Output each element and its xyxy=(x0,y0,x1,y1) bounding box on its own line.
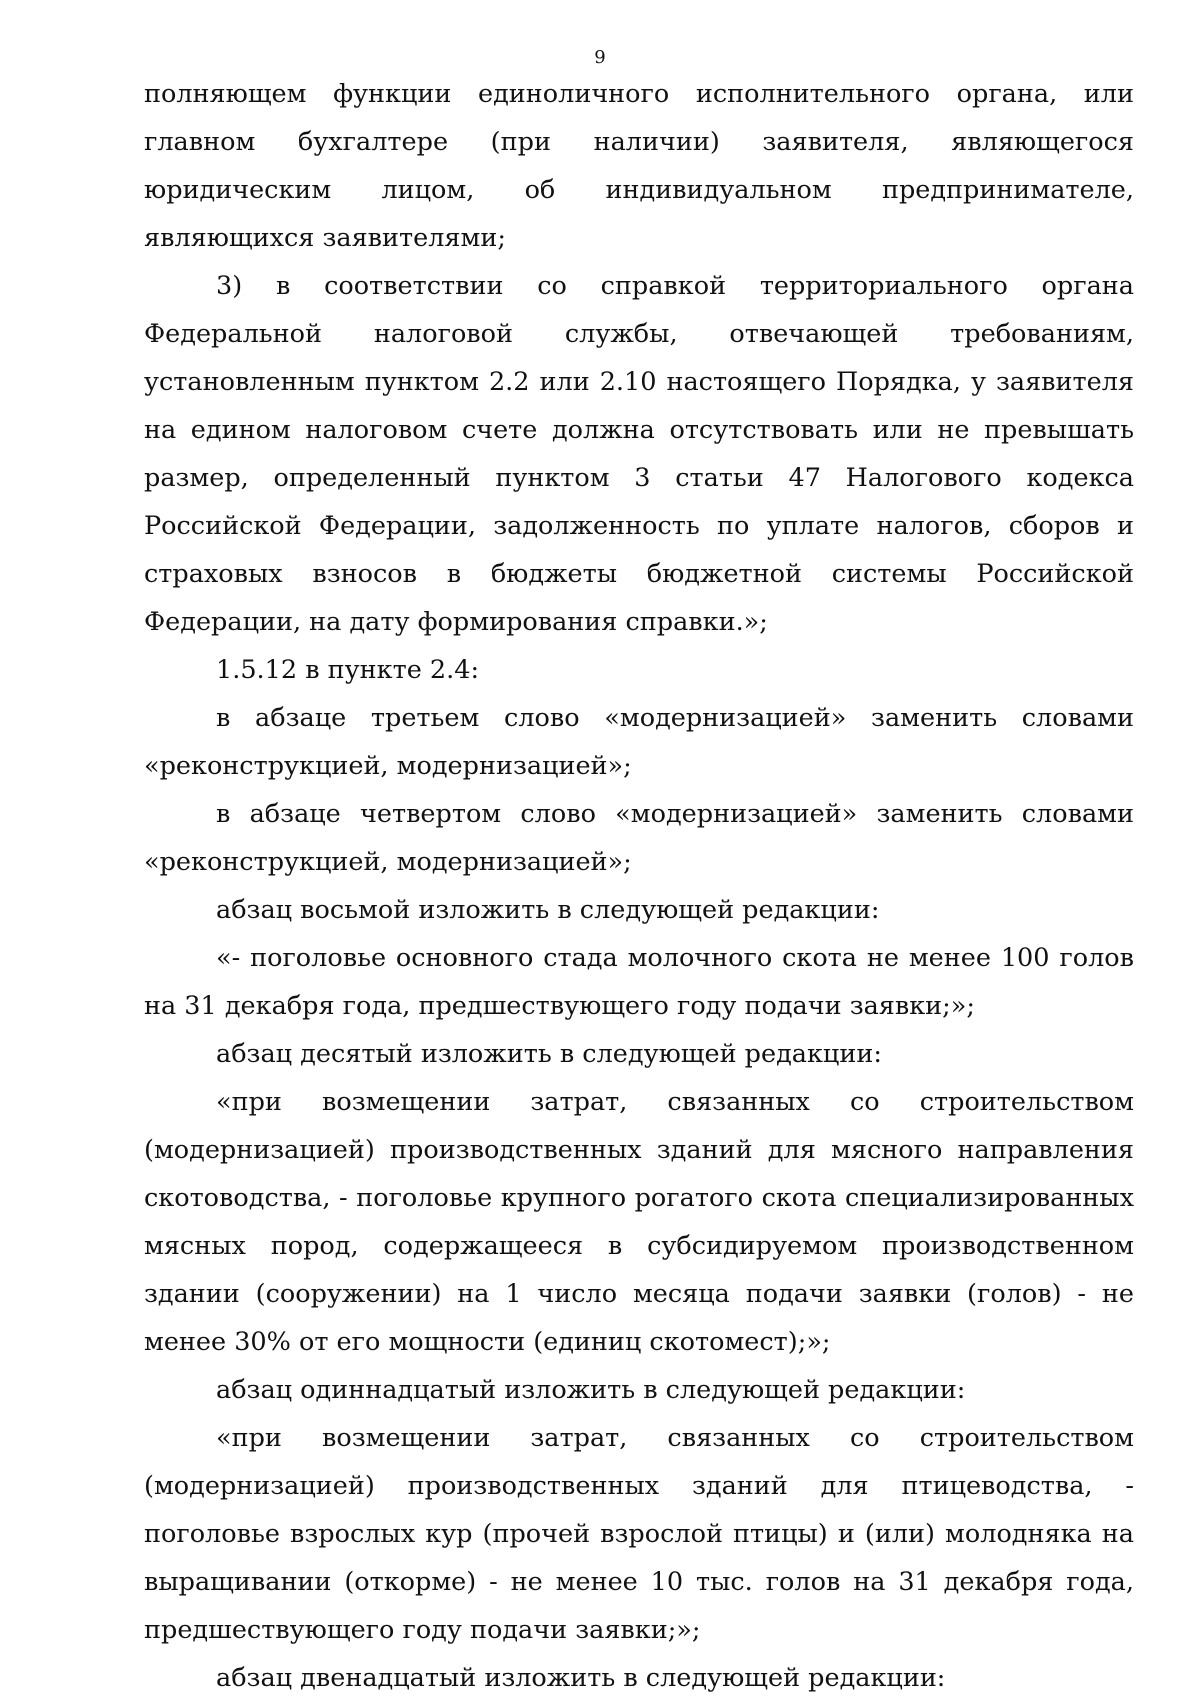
paragraph-abzac-11-text: «при возмещении затрат, связанных со строительством (модернизацией) производственных зданий для птицеводства, - поголовье взрослых кур (прочей взрослой птицы) и (или) молодняка на выращивании (откорме) - не менее 10 тыс. голов на 31 декабря года, предшествующего году подачи заявки;»; xyxy=(144,1423,1134,1645)
document-body xyxy=(144,70,1134,1702)
paragraph-item-3: 3) в соответствии со справкой территориального органа Федеральной налоговой службы, отвечающей требованиям, установленным пунктом 2.2 или 2.10 настоящего Порядка, у заявителя на едином налоговом счете должна отсутствовать или не превышать размер, определенный пунктом 3 статьи 47 Налогового кодекса Российской Федерации, задолженность по уплате налогов, сборов и страховых взносов в бюджеты бюджетной системы Российской Федерации, на дату формирования справки.»; xyxy=(144,271,1134,637)
paragraph-clause-1-5-12: 1.5.12 в пункте 2.4: xyxy=(216,655,480,685)
paragraph-abzac-8-text: «- поголовье основного стада молочного скота не менее 100 голов на 31 декабря года, предшествующего году подачи заявки;»; xyxy=(144,943,1134,1021)
paragraph-amend-abzac-4: в абзаце четвертом слово «модернизацией» заменить словами «реконструкцией, модернизацией»; xyxy=(144,799,1134,877)
paragraph-amend-abzac-3: в абзаце третьем слово «модернизацией» заменить словами «реконструкцией, модернизацией»; xyxy=(144,703,1134,781)
paragraph-abzac-12-header: абзац двенадцатый изложить в следующей редакции: xyxy=(216,1663,946,1693)
paragraph-abzac-11-header: абзац одиннадцатый изложить в следующей редакции: xyxy=(216,1375,966,1405)
paragraph-continuation: полняющем функции единоличного исполнительного органа, или главном бухгалтере (при наличии) заявителя, являющегося юридическим лицом, об индивидуальном предпринимателе, являющихся заявителями; xyxy=(144,79,1134,253)
paragraph-abzac-10-text: «при возмещении затрат, связанных со строительством (модернизацией) производственных зданий для мясного направления скотоводства, - поголовье крупного рогатого скота специализированных мясных пород, содержащееся в субсидируемом производственном здании (сооружении) на 1 число месяца подачи заявки (голов) - не менее 30% от его мощности (единиц скотомест);»; xyxy=(144,1087,1134,1357)
paragraph-abzac-10-header: абзац десятый изложить в следующей редакции: xyxy=(216,1039,882,1069)
paragraph-abzac-8-header: абзац восьмой изложить в следующей редакции: xyxy=(216,895,880,925)
page-number: 9 xyxy=(594,47,606,68)
